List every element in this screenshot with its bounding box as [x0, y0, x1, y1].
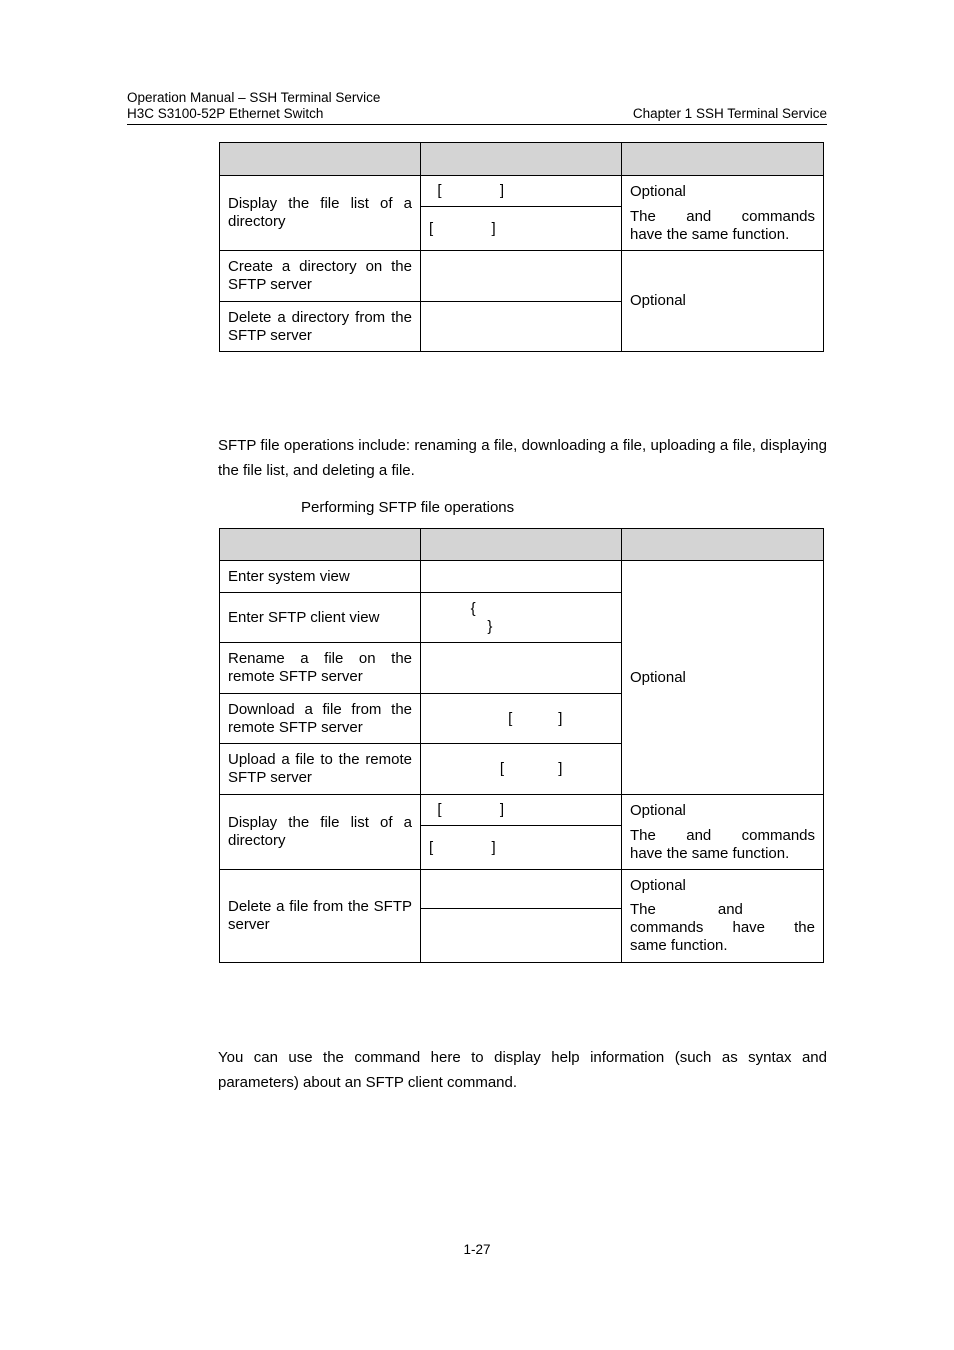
header-cell	[622, 143, 824, 176]
header-cell	[220, 143, 421, 176]
directory-operations-table	[219, 142, 824, 352]
page-header	[127, 90, 827, 122]
table-header-row	[220, 143, 824, 176]
operation-cell: Display the file list of a directory	[220, 795, 421, 870]
file-operations-table	[219, 528, 824, 963]
header-chapter: Chapter 1 SSH Terminal Service	[632, 106, 827, 121]
command-cell: { }	[421, 593, 622, 643]
header-rule	[127, 124, 827, 125]
operation-cell: Rename a file on the remote SFTP server	[220, 643, 421, 694]
command-cell: [ ]	[421, 207, 622, 251]
command-cell	[421, 643, 622, 694]
operation-cell: Display the file list of a directory	[220, 176, 421, 251]
command-cell: [ ]	[421, 744, 622, 795]
table-row	[220, 251, 824, 302]
header-cell	[421, 529, 622, 561]
header-product: H3C S3100-52P Ethernet Switch	[127, 106, 324, 121]
command-cell	[421, 561, 622, 593]
page-number: 1-27	[463, 1242, 491, 1257]
operation-cell: Download a file from the remote SFTP server	[220, 694, 421, 744]
operation-cell: Create a directory on the SFTP server	[220, 251, 421, 302]
command-cell	[421, 251, 622, 302]
header-cell	[220, 529, 421, 561]
command-cell: [ ]	[421, 176, 622, 207]
command-cell: [ ]	[421, 694, 622, 744]
operation-cell: Delete a file from the SFTP server	[220, 870, 421, 963]
description-cell: Optional The and commands have the same function.	[622, 870, 824, 963]
operation-cell: Upload a file to the remote SFTP server	[220, 744, 421, 795]
header-cell	[421, 143, 622, 176]
file-operations-intro: SFTP file operations include: renaming a file, downloading a file, uploading a file, displaying the file list, and deleting a file.	[218, 437, 827, 479]
description-cell: Optional The and commands have the same function.	[622, 795, 824, 870]
help-paragraph: You can use the command here to display help information (such as syntax and parameters) about an SFTP client command.	[218, 1049, 827, 1091]
command-cell	[421, 870, 622, 909]
table-header-row	[220, 529, 824, 561]
operation-cell: Enter SFTP client view	[220, 593, 421, 643]
table-row	[220, 561, 824, 593]
command-cell	[421, 909, 622, 963]
table-caption: Performing SFTP file operations	[301, 499, 515, 516]
operation-cell: Delete a directory from the SFTP server	[220, 302, 421, 352]
description-cell: Optional	[622, 251, 824, 352]
command-cell	[421, 302, 622, 352]
description-cell: Optional The and commands have the same function.	[622, 176, 824, 251]
table-row	[220, 795, 824, 826]
description-cell: Optional	[622, 561, 824, 795]
command-cell: [ ]	[421, 826, 622, 870]
operation-cell: Enter system view	[220, 561, 421, 593]
header-cell	[622, 529, 824, 561]
table-row	[220, 870, 824, 909]
command-cell: [ ]	[421, 795, 622, 826]
header-manual-title: Operation Manual – SSH Terminal Service	[127, 90, 381, 105]
table-row	[220, 176, 824, 207]
